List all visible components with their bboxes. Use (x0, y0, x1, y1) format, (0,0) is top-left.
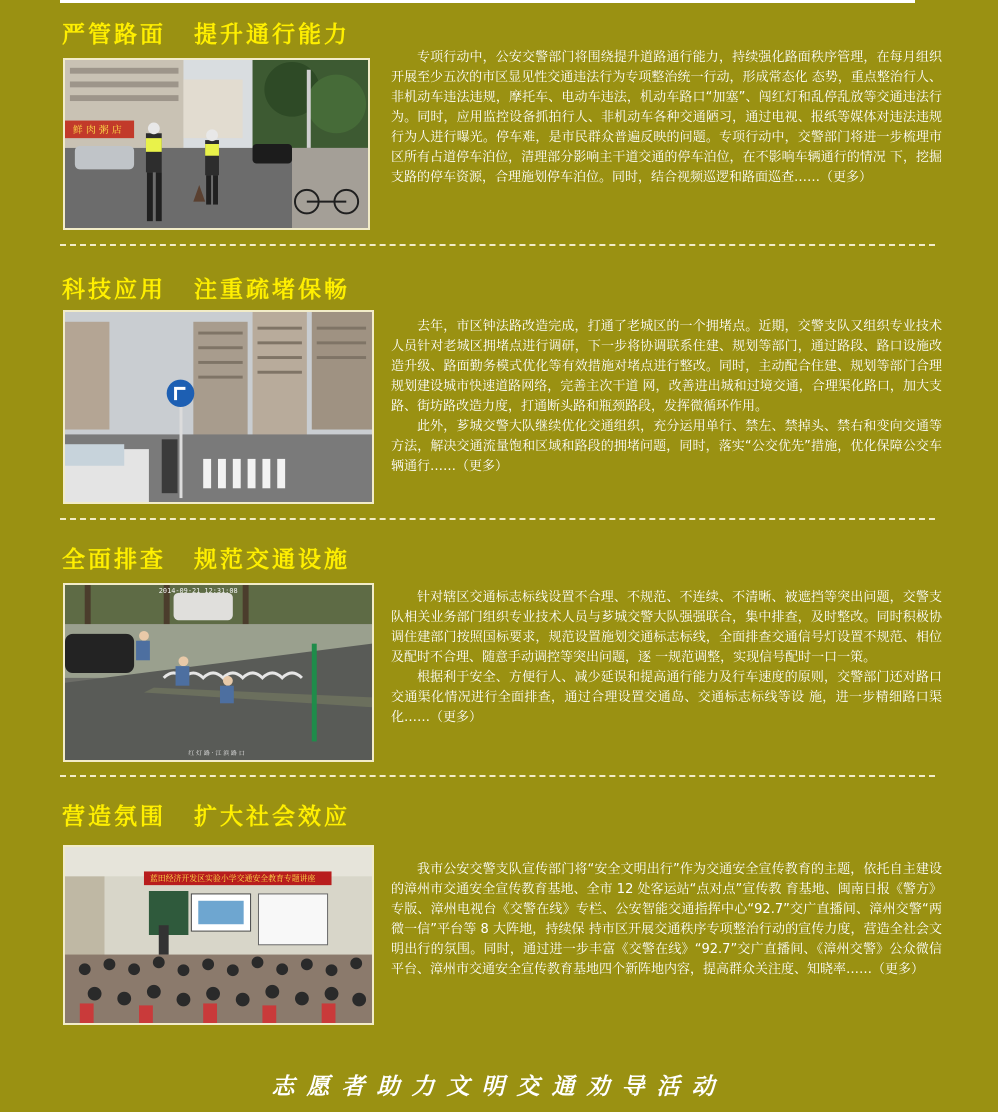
section-2-paragraph-2: 此外，芗城交警大队继续优化交通组织，充分运用单行、禁左、禁掉头、禁右和变向交通等方法，解决交通流量饱和区域和路段的拥堵问题，同时，落实“公交优先”措施，优化保障公交车辆通行…… (391, 419, 942, 474)
section-2-paragraph-1: 去年，市区钟法路改造完成，打通了老城区的一个拥堵点。近期，交警支队又组织专业技术人员针对老城区拥堵点进行调研，下一步将协调联系住建、规划等部门，通过路段、路口设施改造升级、路面勤务模式优化等有效措施对堵点进行整改。同时，主动配合住建、规划等部门合理规划建设城市快速道路网络，完善主次干道 网，改善进出城和过境交通，合理渠化路口，加大支路、街坊路改造力度，打通断头路和瓶颈路段，发挥微循环作用。 (391, 319, 942, 414)
section-1-heading-part2: 提升通行能力 (194, 22, 350, 48)
section-2-heading (62, 271, 350, 304)
camera-timestamp: 2014-09-21 12:31:08 (158, 586, 238, 595)
section-1-photo-traffic-police (63, 58, 370, 230)
top-rule (60, 0, 915, 3)
section-3-photo-workers (63, 583, 374, 762)
section-1-heading-part1: 严管路面 (62, 22, 166, 48)
section-2-more-link[interactable]: （更多） (456, 459, 509, 474)
classroom-banner: 蓝田经济开发区实验小学交通安全教育专题讲座 (149, 874, 316, 884)
footer-slogan: 志愿者助力文明交通劝导活动 (271, 1073, 727, 1100)
section-4-more-link[interactable]: （更多） (872, 962, 925, 977)
section-3-paragraph-1: 针对辖区交通标志标线设置不合理、不规范、不连续、不清晰、被遮挡等突出问题，交警支队相关业务部门组织专业技术人员与芗城交警大队强强联合，集中排查，及时整改。同时积极协调住建部门按照国标要求，规范设置施划交通标志标线，全面排查交通信号灯设置不规范、相位及配时不合理、随意手动调控等突出问题，逐 一规范调整，实现信号配时一口一策。 (391, 590, 942, 665)
section-1-paragraph-1: 专项行动中，公安交警部门将围绕提升道路通行能力，持续强化路面秩序管理，在每月组织开展至少五次的市区显见性交通违法行为专项整治统一行动，形成常态化 态势，重点整治行人、非机动车违法违规，摩托车、电动车违法，机动车路口“加塞”、闯红灯和乱停乱放等交通违法行为。同时，应用监控设备抓拍行人、非机动车各种交通陋习，通过电视、报纸等媒体对违法违规行为人进行曝光。停车难，是市民群众普遍反映的问题。专项行动中，交警部门将进一步梳理市区所有占道停车泊位，清理部分影响主干道交通的停车泊位，在不影响车辆通行的情况 下，挖掘支路的停车资源，合理施划停车泊位。同时，结合视频巡逻和路面巡查…… (391, 50, 942, 185)
section-3-text (391, 588, 942, 728)
divider-3 (60, 775, 935, 777)
camera-caption: 红 灯 路 · 江 滨 路 口 (188, 751, 245, 758)
section-4-heading-part1: 营造氛围 (62, 804, 166, 830)
section-4-photo-classroom (63, 845, 374, 1025)
section-4-paragraph-1: 我市公安交警支队宣传部门将“安全文明出行”作为交通安全宣传教育的主题，依托自主建设的漳州市交通安全宣传教育基地、全市 12 处客运站“点对点”宣传教 育基地、闽南日报《警方》专版、漳州电视台《交警在线》专栏、公安智能交通指挥中心“92.7”交广直播间、漳州交警“两微一信”平台等 8 大阵地，持续保 持市区开展交通秩序专项整治行动的宣传力度，营造全社会文明出行的氛围。同时，通过进一步丰富《交警在线》“92.7”交广直播间、《漳州交警》公众微信 平台、漳州市交通安全宣传教育基地四个新阵地内容，提高群众关注度、知晓率…… (391, 862, 942, 977)
section-1-more-link[interactable]: （更多） (820, 170, 873, 185)
section-2-heading-part2: 注重疏堵保畅 (194, 277, 350, 303)
section-3-heading-part1: 全面排查 (62, 547, 166, 573)
section-1-text (391, 48, 942, 188)
section-3-more-link[interactable]: （更多） (430, 710, 483, 725)
section-1-heading (62, 16, 350, 49)
section-2-text (391, 317, 942, 477)
section-3-paragraph-2: 根据利于安全、方便行人、减少延误和提高通行能力及行车速度的原则，交警部门还对路口交通渠化情况进行全面排查，通过合理设置交通岛、交通标志标线等设 施，进一步精细路口渠化…… (391, 670, 942, 725)
divider-2 (60, 518, 935, 520)
divider-1 (60, 244, 935, 246)
section-3-heading (62, 541, 350, 574)
section-3-heading-part2: 规范交通设施 (194, 547, 350, 573)
section-4-heading (62, 798, 350, 831)
section-2-heading-part1: 科技应用 (62, 277, 166, 303)
section-4-heading-part2: 扩大社会效应 (194, 804, 350, 830)
section-2-photo-road (63, 310, 374, 504)
section-4-text (391, 860, 942, 980)
shop-sign-text: 鲜 肉 粥 店 (72, 125, 122, 137)
